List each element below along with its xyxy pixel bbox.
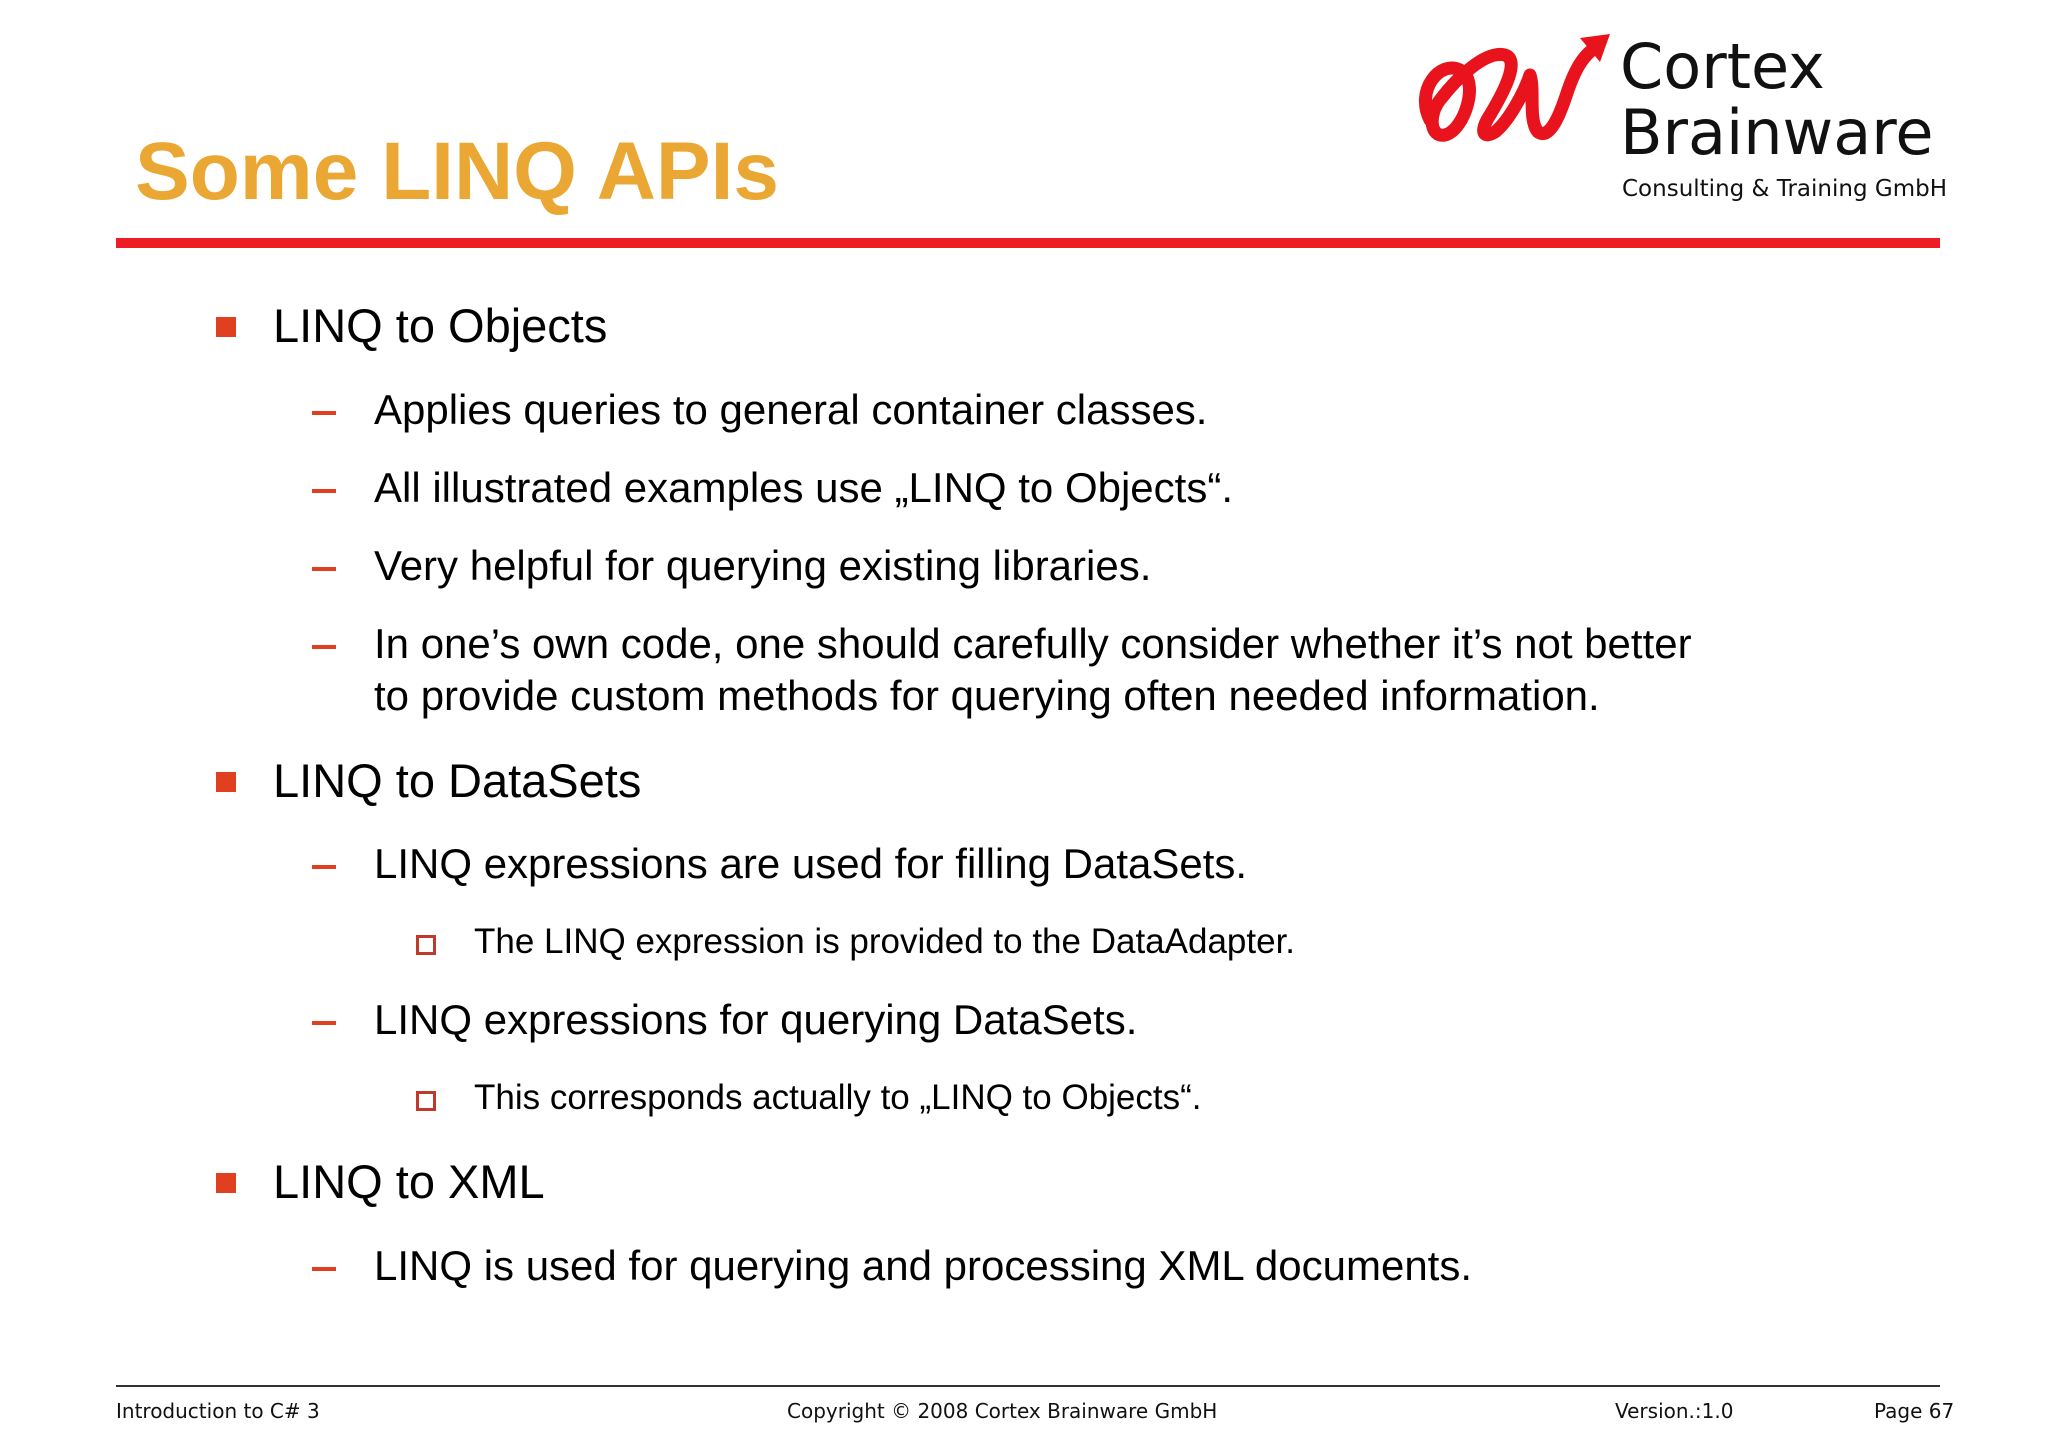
footer-page-number: Page 67 (1874, 1399, 1955, 1423)
square-bullet-icon (216, 772, 236, 792)
dash-bullet-icon (312, 567, 336, 571)
section-heading: LINQ to DataSets (273, 754, 642, 807)
hollow-square-bullet-icon (416, 1091, 436, 1111)
logo-brainware-text: Brainware (1620, 96, 1934, 169)
company-logo (1410, 20, 1950, 210)
logo-tagline: Consulting & Training GmbH (1622, 176, 1947, 202)
sub-list-item: The LINQ expression is provided to the DataAdapter. (474, 922, 1296, 961)
list-item: In one’s own code, one should carefully consider whether it’s not better (374, 620, 1692, 667)
section-heading: LINQ to Objects (273, 299, 608, 352)
list-item: Very helpful for querying existing libraries. (374, 542, 1152, 589)
square-bullet-icon (216, 1173, 236, 1193)
list-item: LINQ expressions are used for filling DataSets. (374, 840, 1248, 887)
cortex-brainware-logo-mark-icon (1410, 20, 1610, 150)
list-item: All illustrated examples use „LINQ to Objects“. (374, 464, 1233, 511)
dash-bullet-icon (312, 1267, 336, 1271)
square-bullet-icon (216, 317, 236, 337)
dash-bullet-icon (312, 645, 336, 649)
section-heading: LINQ to XML (273, 1155, 545, 1208)
list-item: LINQ is used for querying and processing XML documents. (374, 1242, 1473, 1289)
dash-bullet-icon (312, 411, 336, 415)
list-item-continuation: to provide custom methods for querying often needed information. (374, 672, 1600, 719)
footer-course-title: Introduction to C# 3 (116, 1399, 320, 1423)
list-item: LINQ expressions for querying DataSets. (374, 996, 1138, 1043)
footer-divider (116, 1385, 1940, 1387)
dash-bullet-icon (312, 865, 336, 869)
dash-bullet-icon (312, 489, 336, 493)
footer-copyright: Copyright © 2008 Cortex Brainware GmbH (787, 1399, 1218, 1423)
list-item: Applies queries to general container classes. (374, 386, 1208, 433)
hollow-square-bullet-icon (416, 935, 436, 955)
slide-title: Some LINQ APIs (135, 126, 779, 217)
logo-cortex-text: Cortex (1620, 30, 1825, 103)
dash-bullet-icon (312, 1021, 336, 1025)
footer-version: Version.:1.0 (1615, 1399, 1734, 1423)
sub-list-item: This corresponds actually to „LINQ to Objects“. (474, 1078, 1202, 1117)
title-divider (116, 238, 1940, 248)
